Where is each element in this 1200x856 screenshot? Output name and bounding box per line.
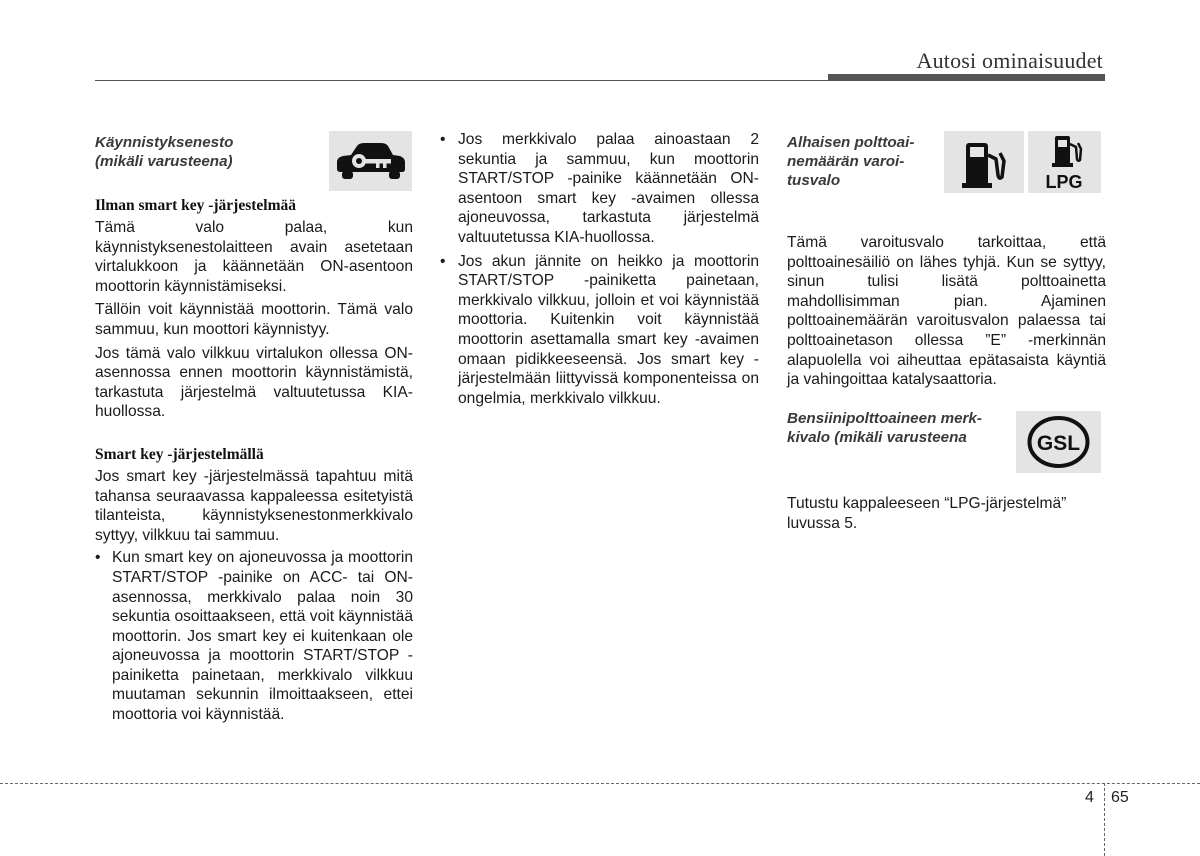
paragraph: Tämä valo palaa, kun käynnistyksenestolaitteen avain asetetaan virtalukkoon ja käännetään ON-asentoon moottorin käynnistämiseksi. — [95, 219, 413, 295]
subheading-with-smart-key: Smart key -järjestelmällä — [95, 445, 264, 463]
paragraph: Jos tämä valo vilkkuu virtalukon ollessa ON-asennossa ennen moottorin käynnistämistä, tarkastuta järjestelmä valtuutetussa KIA-huollossa. — [95, 344, 413, 421]
paragraph: Jos smart key -järjestelmässä tapahtuu mitä tahansa seuraavassa kappaleessa esitetyistä tilanteista, käynnistyksenestonmerkkivalo syttyy, vilkkuu tai sammuu. — [95, 467, 413, 544]
immobilizer-icon-box — [329, 131, 412, 191]
bullet-dot: • — [95, 549, 101, 567]
chapter-number: 4 — [1085, 789, 1094, 806]
gsl-indicator-icon — [1016, 411, 1101, 473]
lpg-icon-box — [1028, 131, 1101, 193]
immobilizer-section-title: Käynnistyksenesto (mikäli varusteena) — [95, 134, 234, 170]
bullet-item — [95, 548, 413, 724]
column-1-body — [95, 196, 413, 725]
bullet-text: Jos akun jännite on heikko ja moottorin START/STOP -painiketta painetaan, merkkivalo vilkkuu, jolloin et voi käynnistää moottoria. Kuitenkin voit käynnistää moottorin asettamalla smart key -avaimen omaan pidikkeeseensä. Jos smart key -järjestelmään liittyvissä komponenteissa on ongelmia, merkkivalo vilkkuu. — [458, 252, 759, 407]
gasoline-section-title: Bensiinipolttoaineen merk- kivalo (mikäli varusteena — [787, 410, 982, 446]
subheading-without-smart-key: Ilman smart key -järjestelmää — [95, 197, 297, 214]
header-divider — [95, 80, 1105, 81]
bullet-item — [440, 252, 759, 409]
bullet-dot: • — [440, 131, 446, 148]
footer-dashed-rule — [0, 783, 1200, 784]
column-2-body — [440, 130, 759, 408]
fuel-icon-box — [944, 131, 1024, 193]
paragraph: Tämä varoitusvalo tarkoittaa, että polttoainesäiliö on lähes tyhjä. Kun se syttyy, sinun tulisi lisätä polttoainetta mahdollisimman pian. Ajaminen polttoainemäärän varoitusvalon palaessa tai polttoainetason ollessa ”E” -merkinnän alapuolella voi aiheuttaa epätasaista käyntiä ja vahingoittaa katalysaattoria. — [787, 234, 1106, 389]
page-number: 65 — [1111, 789, 1129, 806]
bullet-item — [440, 130, 759, 248]
paragraph: Tällöin voit käynnistää moottorin. Tämä valo sammuu, kun moottori käynnistyy. — [95, 301, 413, 338]
page-header-title: Autosi ominaisuudet — [916, 48, 1103, 73]
low-fuel-section-title: Alhaisen polttoai- nemäärän varoi- tusvalo — [787, 134, 915, 189]
footer-dashed-divider — [1104, 783, 1105, 856]
immobilizer-car-key-icon — [329, 131, 412, 191]
bullet-text: Jos merkkivalo palaa ainoastaan 2 sekuntia ja sammuu, kun moottorin START/STOP -painike käännetään ON-asentoon smart key -avaimen ollessa ajoneuvossa, tarkastuta järjestelmä valtuutetussa KIA-huollossa. — [458, 131, 759, 246]
bullet-dot: • — [440, 252, 446, 270]
paragraph: Tutustu kappaleeseen “LPG-järjestelmä” luvussa 5. — [787, 495, 1067, 532]
lpg-reference — [787, 494, 1106, 533]
lpg-fuel-icon — [1028, 131, 1101, 193]
bullet-text: Kun smart key on ajoneuvossa ja moottorin START/STOP -painike on ACC- tai ON-asennossa, merkkivalo palaa noin 30 sekuntia osoittaakseen, että voit käynnistää moottorin. Jos smart key ei kuitenkaan ole ajoneuvossa ja moottorin START/STOP -painiketta painetaan, merkkivalo vilkkuu muutaman sekunnin ilmoittaakseen, ettei moottoria voi käynnistää. — [112, 549, 413, 724]
low-fuel-description — [787, 233, 1106, 390]
fuel-pump-icon — [944, 131, 1024, 193]
lpg-icon-label: LPG — [1045, 172, 1083, 192]
gsl-icon-label: GSL — [1036, 432, 1081, 455]
gsl-icon-box — [1016, 411, 1101, 473]
